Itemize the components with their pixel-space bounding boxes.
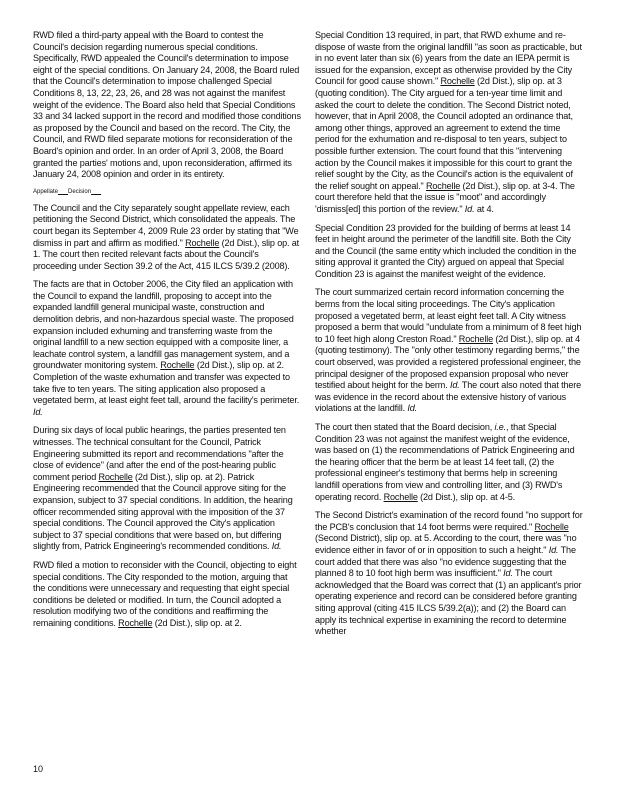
paragraph: The facts are that in October 2006, the City filed an application with the Council to expand the landfill, proposing to accept into the expanded landfill general municipal waste, construction and demolition debris, and non-hazardous special waste. The proposed expansion included exhuming and transferring waste from the original landfill to a new section equipped with a composite liner, a leachate control system, a landfill gas management system, and a groundwater monitoring system. Rochelle (2d Dist.), slip op. at 2. Completion of the waste exhumation and transfer was expected to take five to ten years. The siting application also proposed a vegetated berm, at least eight feet tall, around the facility's perimeter. Id.	[33, 279, 300, 417]
id-citation: Id.	[33, 406, 43, 417]
id-citation: Id.	[503, 568, 513, 579]
case-citation: Rochelle	[425, 180, 461, 191]
paragraph: The court then stated that the Board decision, i.e., that Special Condition 23 was not against the manifest weight of the evidence, was based on (1) the recommendations of Patrick Engineering and the hearing officer that the berm be at least 14 feet tall, (2) the professional engineer's testimony that berms help in screening landfill operations from view and controlling litter, and (3) RWD's operating record. Rochelle (2d Dist.), slip op. at 4-5.	[315, 422, 575, 502]
page-number: 10	[33, 764, 44, 774]
right-column	[315, 30, 583, 645]
left-column	[33, 30, 301, 637]
case-citation: Rochelle	[160, 360, 195, 371]
case-citation: Rochelle	[534, 521, 569, 532]
paragraph: During six days of local public hearings, the parties presented ten witnesses. The technical consultant for the Council, Patrick Engineering submitted its report and recommendations "after the close of evidence" (and after the end of the post-hearing public comment period Rochelle (2d Dist.), slip op. at 2). Patrick Engineering recommended that the Council approve siting for the expansion, subject to 37 special conditions. In addition, the hearing officer recommended siting approval with the imposition of the 37 special conditions. The Council approved the City's application subject to 37 special conditions that were based on, but differing slightly from, Patrick Engineering's recommended conditions. Id.	[33, 425, 293, 552]
id-citation: Id.	[449, 380, 460, 391]
paragraph: Special Condition 13 required, in part, that RWD exhume and re-dispose of waste from the original landfill "as soon as practicable, but in no event later than six (6) years from the date an IEPA permit is issued for the expansion, except as otherwise provided by the City Council for good cause shown." Rochelle (2d Dist.), slip op. at 3 (quoting condition). The City argued for a ten-year time limit and asked the court to delete the condition. The Second District noted, however, that in April 2008, the Council adopted an ordinance that, among other things, approved an agreement to extend the time period for the exhumation and re-disposal to ten years, subject to possible further extension. The court found that this "intervening action by the Council makes it impossible for this court to grant the relief sought by the City, as the Council's action is the equivalent of the relief sought on appeal." Rochelle (2d Dist.), slip op. at 3-4. The court therefore held that the issue is "moot" and accordingly 'dismiss[ed] this portion of the review." Id. at 4.	[315, 30, 582, 214]
case-citation: Rochelle	[383, 491, 418, 502]
paragraph: The court summarized certain record information concerning the berms from the local siting proceedings. The City's application proposed a vegetated berm, at least eight feet tall. A City witness proposed a berm that would "undulate from a minimum of 8 feet high to 10 feet high along Creston Road." Rochelle (2d Dist.), slip op. at 4 (quoting testimony). The "only other testimony regarding berms," the court observed, was provided a registered professional engineer, the principal designer of the proposed expansion proposal who never testified about height for the berm. Id. The court also noted that there was evidence in the record about the extensive history of various violations at the landfill. Id.	[315, 287, 582, 414]
case-citation: Rochelle	[98, 471, 133, 482]
case-citation: Rochelle	[458, 333, 493, 344]
paragraph: The Council and the City separately sought appellate review, each petitioning the Second District, which consolidated the appeals. The court began its September 4, 2009 Rule 23 order by stating that "We dismiss in part and affirm as modified." Rochelle (2d Dist.), slip op. at 1. The court then recited relevant facts about the Council's proceeding under Section 39.2 of the Act, 415 ILCS 5/39.2 (2008).	[33, 202, 300, 271]
id-citation: Id.	[407, 403, 418, 414]
paragraph: RWD filed a third-party appeal with the Board to contest the Council's decision regarding numerous special conditions. Specifically, RWD appealed the Council's determination to impose eight of the special conditions. On January 24, 2008, the Board ruled that the Council's determination to impose challenged Special Conditions 8, 13, 22, 23, 26, and 28 was not against the manifest weight of the evidence. The Board also held that Special Conditions 33 and 34 lacked support in the record and modified those conditions as proposed by the Council and based on the record. The City, the Council, and RWD filed separate motions for reconsideration of the Board's opinion and order. In an order of April 3, 2008, the Board granted the parties' motions and, upon reconsideration, affirmed its January 24, 2008 opinion and order in its entirety.	[33, 30, 301, 180]
heading-decision: Decision	[68, 188, 92, 195]
id-citation: Id.	[464, 203, 475, 214]
paragraph: Special Condition 23 provided for the building of berms at least 14 feet in height around the perimeter of the landfill site. Both the City and the Council (the same entity which included the condition in the siting approval it granted the City) argued on appeal that Special Condition 23 is against the manifest weight of the evidence.	[315, 222, 577, 279]
paragraph: RWD filed a motion to reconsider with the Council, objecting to eight special conditions. The City responded to the motion, arguing that the conditions were unnecessary and requesting that eight special conditions be deleted or modified. In turn, the Council adopted a resolution modifying two of the conditions and reaffirming the remaining conditions. Rochelle (2d Dist.), slip op. at 2.	[33, 559, 297, 628]
case-citation: Rochelle	[118, 617, 153, 628]
id-citation: Id.	[271, 541, 282, 552]
case-citation: Rochelle	[185, 237, 220, 248]
paragraph: The Second District's examination of the record found "no support for the PCB's conclusion that 14 foot berms were required." Rochelle (Second District), slip op. at 5. According to the court, there was "no evidence either in favor of or in opposition to such a height." Id. The court added that there was also "no evidence suggesting that the planned 8 to 10 foot high berm was insufficient." Id. The court acknowledged that the Board was correct that (1) an applicant's prior operating experience and record can be considered before granting siting approval (citing 415 ILCS 5/39.2(a)); and (2) the Board can apply its technical expertise in examining the record to determine whether	[315, 510, 583, 637]
section-heading	[33, 188, 301, 197]
case-citation: Rochelle	[440, 76, 475, 87]
heading-appellate: Appellate	[33, 188, 59, 195]
ie-text: i.e.	[494, 422, 507, 432]
document-page	[33, 30, 588, 770]
id-citation: Id.	[548, 544, 559, 555]
